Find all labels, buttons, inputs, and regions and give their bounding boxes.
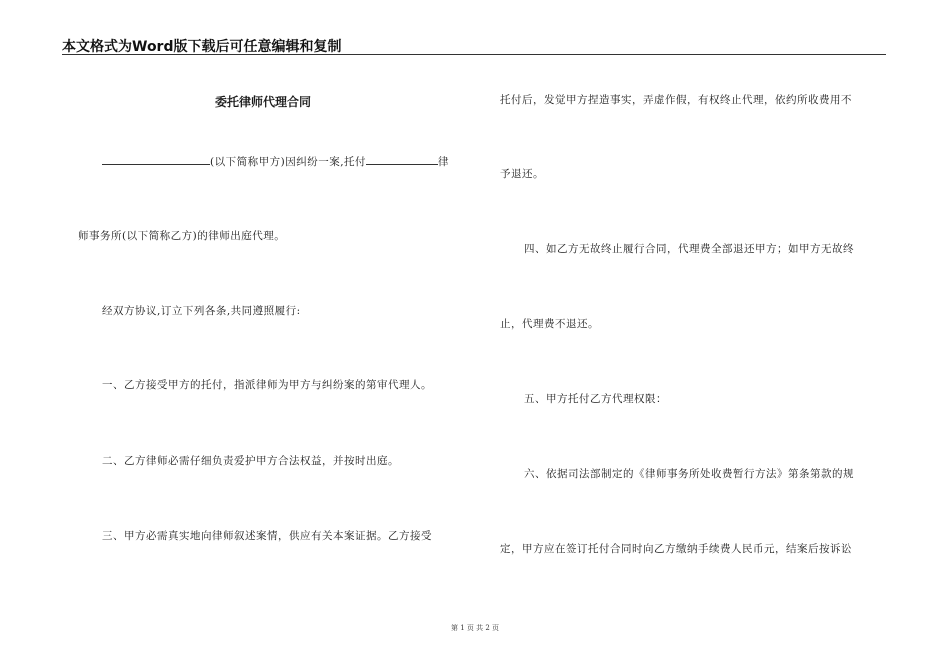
right-line-1: 托付后，发觉甲方捏造事实，弄虚作假，有权终止代理，依约所收费用不: [500, 94, 852, 106]
left-line-1-end: 律: [438, 156, 450, 168]
clause-6-cont: 定，甲方应在签订托付合同时向乙方缴纳手续费人民币元，结案后按诉讼: [500, 543, 852, 555]
party-a-blank: [102, 154, 210, 165]
document-title: 委托律师代理合同: [214, 95, 311, 109]
left-line-3: 经双方协议,订立下列各条,共同遵照履行:: [102, 305, 301, 317]
law-firm-blank: [366, 154, 438, 165]
right-line-2: 予退还。: [500, 168, 544, 180]
left-line-1-text: (以下简称甲方)因纠纷一案,托付: [210, 156, 367, 168]
page-footer: 第 1 页 共 2 页: [450, 624, 500, 632]
clause-4-end: 止，代理费不退还。: [500, 318, 599, 330]
clause-3-start: 三、甲方必需真实地向律师叙述案情，供应有关本案证据。乙方接受: [102, 530, 432, 542]
header-divider: [62, 54, 886, 55]
left-line-1: [78, 154, 460, 169]
header-title: 本文格式为Word版下载后可任意编辑和复制: [62, 39, 342, 55]
clause-5: 五、甲方托付乙方代理权限：: [524, 393, 667, 405]
clause-4: 四、如乙方无故终止履行合同，代理费全部退还甲方；如甲方无故终: [524, 243, 854, 255]
clause-2: 二、乙方律师必需仔细负责爱护甲方合法权益，并按时出庭。: [102, 455, 399, 467]
clause-1: 一、乙方接受甲方的托付，指派律师为甲方与纠纷案的第审代理人。: [102, 379, 432, 391]
clause-6: 六、依据司法部制定的《律师事务所处收费暂行方法》第条第款的规: [524, 468, 854, 480]
left-line-2: 师事务所(以下简称乙方)的律师出庭代理。: [78, 230, 286, 242]
